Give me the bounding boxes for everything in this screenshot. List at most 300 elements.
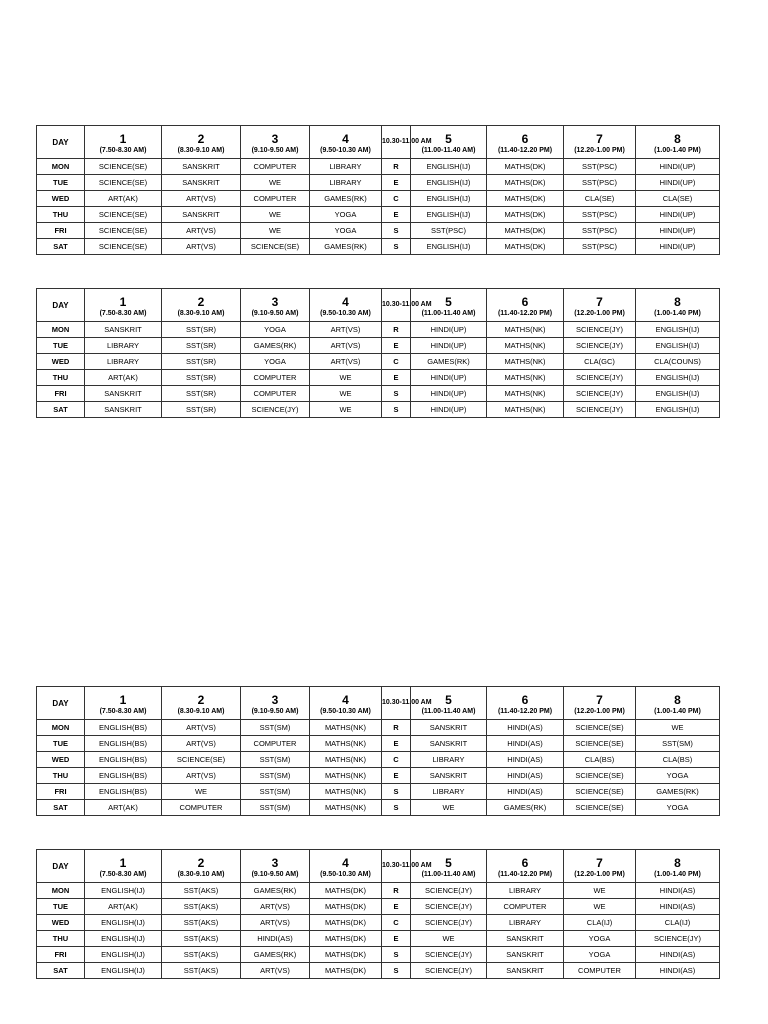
subject-cell: CLA(IJ) <box>636 915 720 931</box>
subject-cell: ART(VS) <box>310 354 382 370</box>
subject-cell: MATHS(DK) <box>487 207 564 223</box>
subject-cell: ENGLISH(IJ) <box>636 338 720 354</box>
subject-cell: SCIENCE(SE) <box>564 784 636 800</box>
subject-cell: WE <box>636 720 720 736</box>
subject-cell: ART(VS) <box>241 963 310 979</box>
period-header <box>162 126 241 159</box>
subject-cell: ENGLISH(IJ) <box>85 883 162 899</box>
recess-letter: S <box>382 800 411 816</box>
subject-cell: SCIENCE(SE) <box>85 159 162 175</box>
subject-cell: MATHS(NK) <box>487 386 564 402</box>
subject-cell: ENGLISH(IJ) <box>411 191 487 207</box>
day-cell: SAT <box>37 963 85 979</box>
period-time: (1.00-1.40 PM) <box>654 707 701 715</box>
period-time: (8.30-9.10 AM) <box>177 707 225 715</box>
subject-cell: SST(PSC) <box>564 223 636 239</box>
subject-cell: CLA(BS) <box>636 752 720 768</box>
table-row <box>37 963 720 979</box>
header-row <box>37 687 720 720</box>
timetable-4 <box>36 849 720 979</box>
period-number: 6 <box>521 855 529 870</box>
table-row <box>37 883 720 899</box>
table-row <box>37 899 720 915</box>
subject-cell: SST(SM) <box>241 784 310 800</box>
period-time: (7.50-8.30 AM) <box>99 309 147 317</box>
day-cell: SAT <box>37 239 85 255</box>
period-time: (12.20-1.00 PM) <box>574 707 625 715</box>
day-header: DAY <box>37 289 85 322</box>
subject-cell: COMPUTER <box>241 191 310 207</box>
subject-cell: GAMES(RK) <box>241 883 310 899</box>
subject-cell: SANSKRIT <box>411 736 487 752</box>
period-time: (11.40-12.20 PM) <box>497 309 553 317</box>
day-cell: WED <box>37 752 85 768</box>
subject-cell: SST(SR) <box>162 370 241 386</box>
period-header <box>636 126 720 159</box>
period-header <box>487 126 564 159</box>
subject-cell: ART(VS) <box>310 322 382 338</box>
subject-cell: SST(SR) <box>162 322 241 338</box>
subject-cell: WE <box>162 784 241 800</box>
subject-cell: SST(AKS) <box>162 931 241 947</box>
period-time: (11.40-12.20 PM) <box>497 146 553 154</box>
subject-cell: GAMES(RK) <box>411 354 487 370</box>
subject-cell: SCIENCE(SE) <box>85 239 162 255</box>
subject-cell: SCIENCE(SE) <box>85 223 162 239</box>
subject-cell: SCIENCE(SE) <box>564 720 636 736</box>
period-time: (9.50-10.30 AM) <box>320 707 371 715</box>
table-row <box>37 947 720 963</box>
subject-cell: ENGLISH(IJ) <box>411 175 487 191</box>
recess-letter: S <box>382 386 411 402</box>
subject-cell: SCIENCE(JY) <box>564 402 636 418</box>
period-time: (12.20-1.00 PM) <box>574 870 625 878</box>
subject-cell: SANSKRIT <box>487 963 564 979</box>
period-number: 2 <box>197 692 205 707</box>
subject-cell: MATHS(NK) <box>310 736 382 752</box>
period-header <box>310 289 382 322</box>
period-time: (9.50-10.30 AM) <box>320 870 371 878</box>
subject-cell: SCIENCE(SE) <box>564 800 636 816</box>
period-header <box>487 850 564 883</box>
subject-cell: CLA(COUNS) <box>636 354 720 370</box>
table-row <box>37 207 720 223</box>
subject-cell: WE <box>310 386 382 402</box>
subject-cell: HINDI(AS) <box>487 768 564 784</box>
day-cell: MON <box>37 322 85 338</box>
day-cell: FRI <box>37 386 85 402</box>
subject-cell: ENGLISH(IJ) <box>636 370 720 386</box>
subject-cell: ART(VS) <box>162 191 241 207</box>
subject-cell: HINDI(AS) <box>487 752 564 768</box>
period-number: 4 <box>342 855 349 870</box>
period-header <box>162 289 241 322</box>
subject-cell: GAMES(RK) <box>310 191 382 207</box>
period-header <box>487 289 564 322</box>
subject-cell: HINDI(UP) <box>411 322 487 338</box>
subject-cell: SCIENCE(JY) <box>564 386 636 402</box>
subject-cell: ENGLISH(IJ) <box>85 931 162 947</box>
subject-cell: LIBRARY <box>487 915 564 931</box>
period-header <box>85 850 162 883</box>
day-cell: WED <box>37 191 85 207</box>
period-header <box>241 687 310 720</box>
subject-cell: SANSKRIT <box>487 947 564 963</box>
subject-cell: MATHS(DK) <box>310 883 382 899</box>
subject-cell: SST(SR) <box>162 386 241 402</box>
subject-cell: MATHS(DK) <box>310 947 382 963</box>
period-number: 4 <box>342 131 349 146</box>
subject-cell: SST(PSC) <box>564 207 636 223</box>
subject-cell: ART(AK) <box>85 800 162 816</box>
subject-cell: COMPUTER <box>162 800 241 816</box>
subject-cell: MATHS(NK) <box>487 402 564 418</box>
subject-cell: SCIENCE(JY) <box>411 883 487 899</box>
subject-cell: SCIENCE(SE) <box>85 207 162 223</box>
recess-letter: R <box>382 322 411 338</box>
period-time: (7.50-8.30 AM) <box>99 146 147 154</box>
subject-cell: LIBRARY <box>85 338 162 354</box>
table-row <box>37 915 720 931</box>
period-number: 5 <box>445 294 452 309</box>
subject-cell: SCIENCE(SE) <box>162 752 241 768</box>
subject-cell: ENGLISH(BS) <box>85 752 162 768</box>
subject-cell: HINDI(UP) <box>411 370 487 386</box>
subject-cell: ART(VS) <box>162 768 241 784</box>
subject-cell: SST(PSC) <box>564 175 636 191</box>
subject-cell: WE <box>310 370 382 386</box>
period-header <box>564 850 636 883</box>
subject-cell: GAMES(RK) <box>241 947 310 963</box>
table-row <box>37 239 720 255</box>
table-row <box>37 768 720 784</box>
subject-cell: SANSKRIT <box>85 386 162 402</box>
day-cell: FRI <box>37 784 85 800</box>
subject-cell: SST(SR) <box>162 402 241 418</box>
recess-letter: C <box>382 752 411 768</box>
subject-cell: ART(VS) <box>310 338 382 354</box>
period-header <box>564 289 636 322</box>
subject-cell: SST(AKS) <box>162 947 241 963</box>
table-row <box>37 223 720 239</box>
subject-cell: ART(AK) <box>85 370 162 386</box>
day-cell: THU <box>37 370 85 386</box>
subject-cell: HINDI(UP) <box>411 338 487 354</box>
subject-cell: ENGLISH(BS) <box>85 784 162 800</box>
subject-cell: COMPUTER <box>487 899 564 915</box>
subject-cell: CLA(SE) <box>636 191 720 207</box>
subject-cell: ENGLISH(IJ) <box>85 915 162 931</box>
period-time: (1.00-1.40 PM) <box>654 309 701 317</box>
period-time: (11.00-11.40 AM) <box>421 309 476 317</box>
subject-cell: LIBRARY <box>310 175 382 191</box>
period-number: 7 <box>596 294 603 309</box>
subject-cell: YOGA <box>241 354 310 370</box>
recess-letter: E <box>382 175 411 191</box>
subject-cell: WE <box>564 899 636 915</box>
period-header <box>310 126 382 159</box>
recess-letter: R <box>382 883 411 899</box>
subject-cell: SST(AKS) <box>162 915 241 931</box>
subject-cell: COMPUTER <box>564 963 636 979</box>
recess-letter: E <box>382 931 411 947</box>
period-time: (9.10-9.50 AM) <box>251 309 299 317</box>
recess-letter: S <box>382 784 411 800</box>
period-header <box>85 289 162 322</box>
period-number: 4 <box>342 294 349 309</box>
period-number: 3 <box>271 855 279 870</box>
table-row <box>37 159 720 175</box>
period-number: 6 <box>521 131 529 146</box>
recess-letter: C <box>382 354 411 370</box>
subject-cell: HINDI(UP) <box>636 239 720 255</box>
recess-letter: E <box>382 899 411 915</box>
subject-cell: SANSKRIT <box>162 207 241 223</box>
subject-cell: COMPUTER <box>241 386 310 402</box>
table-row <box>37 322 720 338</box>
subject-cell: MATHS(DK) <box>310 963 382 979</box>
period-number: 8 <box>674 855 681 870</box>
period-number: 1 <box>119 294 127 309</box>
period-time: (1.00-1.40 PM) <box>654 146 701 154</box>
period-time: (8.30-9.10 AM) <box>177 146 225 154</box>
subject-cell: ENGLISH(BS) <box>85 768 162 784</box>
subject-cell: HINDI(AS) <box>487 720 564 736</box>
period-number: 2 <box>197 294 205 309</box>
table-row <box>37 800 720 816</box>
period-number: 8 <box>674 294 681 309</box>
period-time: (1.00-1.40 PM) <box>654 870 701 878</box>
subject-cell: SST(SR) <box>162 354 241 370</box>
day-cell: SAT <box>37 402 85 418</box>
subject-cell: WE <box>241 207 310 223</box>
period-time: (11.00-11.40 AM) <box>421 870 476 878</box>
recess-letter: C <box>382 915 411 931</box>
day-cell: MON <box>37 720 85 736</box>
period-header <box>487 687 564 720</box>
period-time: (11.40-12.20 PM) <box>497 870 553 878</box>
day-cell: TUE <box>37 899 85 915</box>
subject-cell: SANSKRIT <box>85 322 162 338</box>
period-number: 3 <box>271 294 279 309</box>
period-number: 1 <box>119 692 127 707</box>
day-header: DAY <box>37 687 85 720</box>
subject-cell: SCIENCE(SE) <box>564 768 636 784</box>
period-header <box>564 126 636 159</box>
period-header <box>162 687 241 720</box>
subject-cell: HINDI(AS) <box>487 784 564 800</box>
recess-header: 10.30-11.00 AM <box>382 126 411 159</box>
period-header <box>241 126 310 159</box>
subject-cell: ENGLISH(IJ) <box>636 386 720 402</box>
subject-cell: SANSKRIT <box>162 159 241 175</box>
subject-cell: SANSKRIT <box>85 402 162 418</box>
subject-cell: ART(VS) <box>162 239 241 255</box>
subject-cell: SANSKRIT <box>411 720 487 736</box>
subject-cell: MATHS(DK) <box>310 931 382 947</box>
subject-cell: HINDI(AS) <box>636 963 720 979</box>
recess-letter: S <box>382 239 411 255</box>
table-row <box>37 736 720 752</box>
subject-cell: MATHS(NK) <box>310 752 382 768</box>
subject-cell: HINDI(UP) <box>636 175 720 191</box>
subject-cell: SST(AKS) <box>162 963 241 979</box>
day-cell: THU <box>37 768 85 784</box>
period-header <box>85 687 162 720</box>
subject-cell: SCIENCE(JY) <box>411 915 487 931</box>
period-time: (11.00-11.40 AM) <box>421 146 476 154</box>
period-number: 7 <box>596 131 603 146</box>
day-header: DAY <box>37 126 85 159</box>
period-number: 4 <box>342 692 349 707</box>
subject-cell: SST(SM) <box>241 768 310 784</box>
period-header <box>85 126 162 159</box>
period-number: 6 <box>521 294 529 309</box>
period-number: 1 <box>119 855 127 870</box>
subject-cell: ART(VS) <box>162 720 241 736</box>
recess-header: 10.30-11.00 AM <box>382 850 411 883</box>
period-number: 1 <box>119 131 127 146</box>
table-row <box>37 402 720 418</box>
subject-cell: MATHS(DK) <box>487 223 564 239</box>
subject-cell: GAMES(RK) <box>636 784 720 800</box>
subject-cell: SST(PSC) <box>411 223 487 239</box>
table-row <box>37 354 720 370</box>
subject-cell: SST(PSC) <box>564 239 636 255</box>
period-time: (11.00-11.40 AM) <box>421 707 476 715</box>
subject-cell: COMPUTER <box>241 370 310 386</box>
subject-cell: SST(PSC) <box>564 159 636 175</box>
subject-cell: SST(SM) <box>241 752 310 768</box>
subject-cell: SCIENCE(JY) <box>411 963 487 979</box>
period-header <box>241 289 310 322</box>
period-time: (12.20-1.00 PM) <box>574 146 625 154</box>
subject-cell: ENGLISH(IJ) <box>411 207 487 223</box>
period-number: 7 <box>596 692 603 707</box>
recess-header: 10.30-11.00 AM <box>382 289 411 322</box>
timetable-3 <box>36 686 720 816</box>
table-row <box>37 175 720 191</box>
subject-cell: SCIENCE(JY) <box>564 322 636 338</box>
subject-cell: ART(AK) <box>85 191 162 207</box>
subject-cell: YOGA <box>564 931 636 947</box>
period-time: (9.50-10.30 AM) <box>320 309 371 317</box>
subject-cell: CLA(GC) <box>564 354 636 370</box>
subject-cell: HINDI(AS) <box>636 883 720 899</box>
table-row <box>37 338 720 354</box>
subject-cell: SANSKRIT <box>487 931 564 947</box>
subject-cell: WE <box>241 175 310 191</box>
subject-cell: HINDI(AS) <box>636 947 720 963</box>
period-time: (8.30-9.10 AM) <box>177 870 225 878</box>
subject-cell: SCIENCE(SE) <box>241 239 310 255</box>
subject-cell: SCIENCE(SE) <box>564 736 636 752</box>
day-cell: FRI <box>37 223 85 239</box>
subject-cell: YOGA <box>636 800 720 816</box>
period-number: 5 <box>445 855 452 870</box>
recess-letter: E <box>382 207 411 223</box>
subject-cell: LIBRARY <box>411 752 487 768</box>
subject-cell: GAMES(RK) <box>487 800 564 816</box>
subject-cell: MATHS(DK) <box>487 175 564 191</box>
subject-cell: WE <box>411 931 487 947</box>
subject-cell: MATHS(NK) <box>310 784 382 800</box>
subject-cell: MATHS(NK) <box>487 338 564 354</box>
day-cell: THU <box>37 207 85 223</box>
subject-cell: YOGA <box>310 207 382 223</box>
subject-cell: ENGLISH(IJ) <box>85 947 162 963</box>
period-time: (7.50-8.30 AM) <box>99 707 147 715</box>
subject-cell: SCIENCE(JY) <box>411 899 487 915</box>
day-cell: TUE <box>37 175 85 191</box>
day-cell: WED <box>37 915 85 931</box>
period-header <box>162 850 241 883</box>
recess-letter: E <box>382 768 411 784</box>
subject-cell: SST(SR) <box>162 338 241 354</box>
recess-letter: E <box>382 338 411 354</box>
subject-cell: CLA(SE) <box>564 191 636 207</box>
recess-letter: E <box>382 370 411 386</box>
period-time: (9.50-10.30 AM) <box>320 146 371 154</box>
subject-cell: YOGA <box>636 768 720 784</box>
subject-cell: WE <box>241 223 310 239</box>
subject-cell: SST(SM) <box>636 736 720 752</box>
period-header <box>310 687 382 720</box>
period-number: 3 <box>271 131 279 146</box>
subject-cell: SST(AKS) <box>162 883 241 899</box>
subject-cell: ENGLISH(IJ) <box>636 402 720 418</box>
subject-cell: ENGLISH(IJ) <box>636 322 720 338</box>
subject-cell: HINDI(UP) <box>411 402 487 418</box>
recess-header: 10.30-11.00 AM <box>382 687 411 720</box>
period-number: 6 <box>521 692 529 707</box>
period-time: (12.20-1.00 PM) <box>574 309 625 317</box>
subject-cell: SANSKRIT <box>411 768 487 784</box>
subject-cell: HINDI(AS) <box>241 931 310 947</box>
day-cell: MON <box>37 159 85 175</box>
subject-cell: SANSKRIT <box>162 175 241 191</box>
subject-cell: HINDI(UP) <box>636 207 720 223</box>
recess-letter: S <box>382 402 411 418</box>
subject-cell: ART(AK) <box>85 899 162 915</box>
subject-cell: WE <box>310 402 382 418</box>
subject-cell: MATHS(NK) <box>310 800 382 816</box>
period-time: (9.10-9.50 AM) <box>251 870 299 878</box>
subject-cell: ART(VS) <box>162 223 241 239</box>
subject-cell: SST(SM) <box>241 800 310 816</box>
recess-letter: R <box>382 720 411 736</box>
period-number: 2 <box>197 131 205 146</box>
period-header <box>636 289 720 322</box>
day-header: DAY <box>37 850 85 883</box>
subject-cell: MATHS(DK) <box>487 159 564 175</box>
subject-cell: GAMES(RK) <box>310 239 382 255</box>
period-number: 3 <box>271 692 279 707</box>
subject-cell: MATHS(DK) <box>487 191 564 207</box>
period-header <box>636 687 720 720</box>
subject-cell: CLA(BS) <box>564 752 636 768</box>
subject-cell: LIBRARY <box>85 354 162 370</box>
subject-cell: LIBRARY <box>411 784 487 800</box>
recess-letter: C <box>382 191 411 207</box>
period-header <box>310 850 382 883</box>
day-cell: THU <box>37 931 85 947</box>
subject-cell: HINDI(AS) <box>636 899 720 915</box>
subject-cell: YOGA <box>241 322 310 338</box>
subject-cell: MATHS(NK) <box>487 322 564 338</box>
subject-cell: SCIENCE(SE) <box>85 175 162 191</box>
period-number: 8 <box>674 692 681 707</box>
